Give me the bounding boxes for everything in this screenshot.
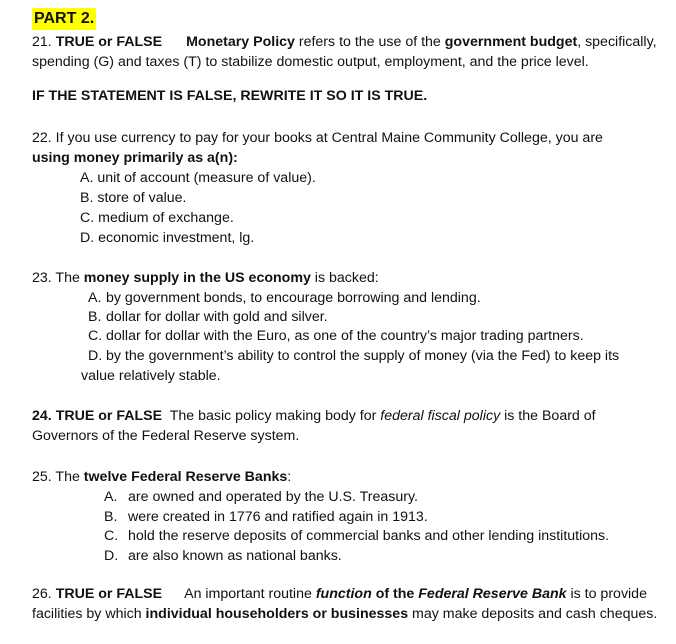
q21-line2: spending (G) and taxes (T) to stabilize domestic output, employment, and the price level. — [32, 54, 589, 70]
q26-true-false: TRUE or FALSE — [55, 586, 163, 602]
q21-line1: 21. TRUE or FALSE Monetary Policy refers to the use of the government budget, specifically, — [32, 34, 657, 50]
q25-option-c: C. hold the reserve deposits of commercial banks and other lending institutions. — [104, 528, 610, 544]
q22-option-b: B. store of value. — [80, 190, 187, 206]
q23-option-c: C. dollar for dollar with the Euro, as one of the country’s major trading partners. — [88, 328, 584, 344]
q23-option-b: B. dollar for dollar with gold and silver. — [88, 309, 328, 325]
q23-option-d-continued: value relatively stable. — [81, 368, 221, 384]
q23-option-d: D. by the government’s ability to control the supply of money (via the Fed) to keep its — [88, 348, 620, 364]
q24-true-false: TRUE or FALSE — [55, 408, 163, 424]
q25-stem: 25. The twelve Federal Reserve Banks: — [32, 469, 292, 485]
q22-line2: using money primarily as a(n): — [32, 150, 238, 166]
q26-number: 26. — [32, 586, 52, 602]
q23-stem: 23. The money supply in the US economy is backed: — [32, 270, 379, 286]
q26-line1: 26. TRUE or FALSE An important routine function of the Federal Reserve Bank is to provide — [32, 586, 647, 602]
q21-true-false: TRUE or FALSE — [55, 34, 163, 50]
q21-instruction: IF THE STATEMENT IS FALSE, REWRITE IT SO IT IS TRUE. — [32, 88, 428, 104]
q24-line2: Governors of the Federal Reserve system. — [32, 428, 300, 444]
q26-line2: facilities by which individual householders or businesses may make deposits and cash cheques. — [32, 606, 658, 622]
q24-number: 24. — [32, 408, 52, 424]
part-title: PART 2. — [32, 8, 96, 30]
q23-option-a: A. by government bonds, to encourage borrowing and lending. — [88, 290, 481, 306]
q22-option-c: C. medium of exchange. — [80, 210, 234, 226]
q22-line1: 22. If you use currency to pay for your books at Central Maine Community College, you are — [32, 130, 603, 146]
q21-term: Monetary Policy — [186, 34, 295, 50]
q22-option-a: A. unit of account (measure of value). — [80, 170, 316, 186]
q25-option-a: A. are owned and operated by the U.S. Treasury. — [104, 489, 418, 505]
q21-number: 21. — [32, 34, 52, 50]
q24-line1: 24. TRUE or FALSE The basic policy making body for federal fiscal policy is the Board of — [32, 408, 596, 424]
q22-option-d: D. economic investment, lg. — [80, 230, 255, 246]
q25-option-d: D. are also known as national banks. — [104, 548, 342, 564]
q25-option-b: B. were created in 1776 and ratified again in 1913. — [104, 509, 428, 525]
